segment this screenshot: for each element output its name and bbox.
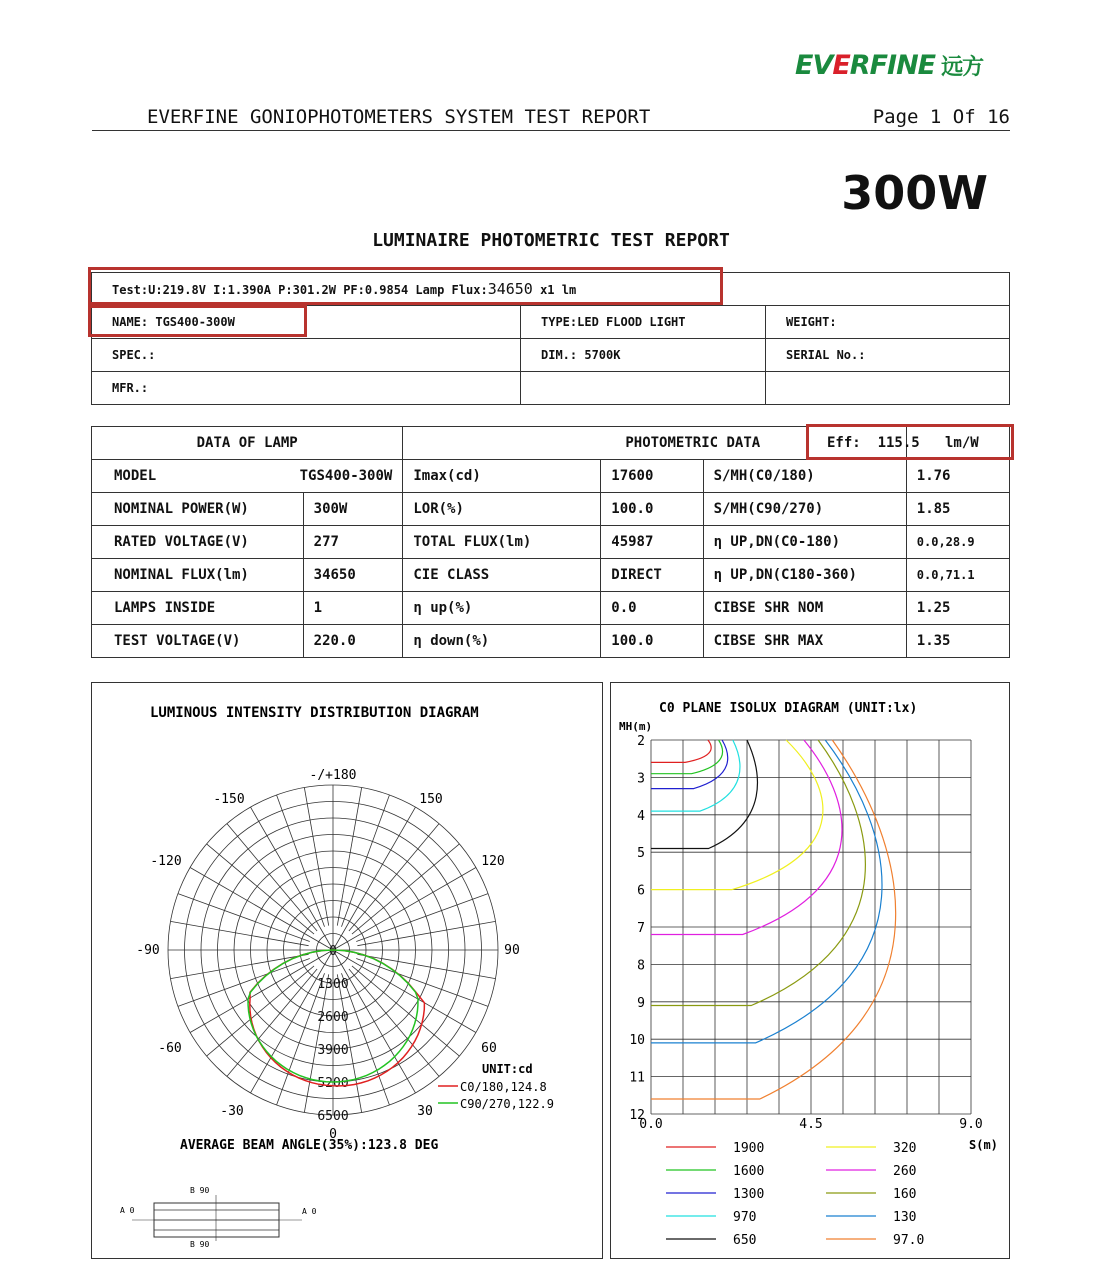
data-cell: S/MH(C0/180): [703, 460, 906, 493]
data-row: [92, 559, 1010, 592]
polar-legend-label: C90/270,122.9: [460, 1097, 554, 1111]
type-cell: TYPE:LED FLOOD LIGHT: [521, 306, 766, 339]
data-row: [92, 460, 1010, 493]
data-cell: NOMINAL FLUX(lm): [92, 559, 304, 592]
data-cell: RATED VOLTAGE(V): [92, 526, 304, 559]
data-cell: 45987: [601, 526, 703, 559]
spec-cell: SPEC.:: [92, 339, 521, 372]
data-cell: 17600: [601, 460, 703, 493]
data-cell: 100.0: [601, 625, 703, 658]
isolux-contour: [651, 740, 723, 774]
isolux-contour: [651, 740, 711, 762]
data-cell: 220.0: [303, 625, 403, 658]
isolux-diagram-panel: [610, 682, 1010, 1259]
isolux-ytick: 10: [629, 1033, 645, 1049]
polar-ring-label: 0: [329, 944, 337, 959]
data-cell: η down(%): [403, 625, 601, 658]
highlight-test-conditions: [88, 267, 723, 305]
isolux-legend-label: 650: [733, 1233, 757, 1248]
report-subtitle: LUMINAIRE PHOTOMETRIC TEST REPORT: [372, 230, 730, 251]
mini-label-a0: A 0: [120, 1206, 135, 1215]
mini-label-b90: B 90: [190, 1186, 210, 1195]
data-cell: LOR(%): [403, 493, 601, 526]
data-cell: CIBSE SHR NOM: [703, 592, 906, 625]
data-cell: 1.85: [906, 493, 1009, 526]
data-row: [92, 493, 1010, 526]
isolux-diagram: [611, 683, 1011, 1260]
polar-ring-label: 6500: [317, 1109, 349, 1124]
data-cell: LAMPS INSIDE: [92, 592, 304, 625]
data-cell: TEST VOLTAGE(V): [92, 625, 304, 658]
name-cell: NAME: TGS400-300W: [92, 306, 521, 339]
isolux-ytick: 8: [637, 958, 645, 974]
data-cell: η UP,DN(C180-360): [703, 559, 906, 592]
data-cell: MODEL TGS400-300W: [92, 460, 403, 493]
data-cell: 0.0,28.9: [906, 526, 1009, 559]
isolux-legend-label: 1600: [733, 1164, 765, 1179]
polar-angle-label: -/+180: [309, 768, 357, 783]
isolux-legend-label: 1900: [733, 1141, 765, 1156]
data-cell: η up(%): [403, 592, 601, 625]
isolux-contour: [651, 740, 882, 1043]
polar-angle-label: -60: [158, 1041, 182, 1056]
test-conditions: Test:U:219.8V I:1.390A P:301.2W PF:0.9854 Lamp Flux:34650 x1 lm: [92, 273, 1010, 306]
highlight-name: [88, 305, 307, 337]
photometric-data-table: [91, 426, 1010, 658]
weight-cell: WEIGHT:: [766, 306, 1010, 339]
isolux-contour: [651, 740, 728, 789]
report-title: EVERFINE GONIOPHOTOMETERS SYSTEM TEST REPORT: [147, 106, 651, 128]
data-cell: TOTAL FLUX(lm): [403, 526, 601, 559]
isolux-ytick: 3: [637, 771, 645, 787]
polar-angle-label: -120: [150, 854, 182, 869]
mini-label-a0-right: A 0: [302, 1207, 317, 1216]
data-cell: 300W: [303, 493, 403, 526]
polar-diagram-panel: [91, 682, 603, 1259]
polar-angle-label: 60: [481, 1041, 497, 1056]
polar-angle-label: 150: [419, 792, 443, 807]
data-cell: NOMINAL POWER(W): [92, 493, 304, 526]
polar-angle-label: -90: [136, 943, 160, 958]
polar-angle-label: 120: [481, 854, 505, 869]
polar-ring-label: 1300: [317, 977, 349, 992]
data-cell: 0.0,71.1: [906, 559, 1009, 592]
data-cell: 1.25: [906, 592, 1009, 625]
data-cell: S/MH(C90/270): [703, 493, 906, 526]
data-cell: CIBSE SHR MAX: [703, 625, 906, 658]
isolux-legend-label: 1300: [733, 1187, 765, 1202]
isolux-ylabel: MH(m): [619, 720, 653, 733]
isolux-xtick: 0.0: [639, 1117, 663, 1132]
serial-cell: SERIAL No.:: [766, 339, 1010, 372]
isolux-title: C0 PLANE ISOLUX DIAGRAM (UNIT:lx): [659, 701, 918, 716]
mfr-cell: MFR.:: [92, 372, 521, 405]
isolux-legend-label: 970: [733, 1210, 757, 1225]
isolux-ytick: 4: [637, 808, 645, 824]
isolux-ytick: 5: [637, 846, 645, 862]
isolux-xtick: 4.5: [799, 1117, 823, 1132]
data-cell: 34650: [303, 559, 403, 592]
data-cell: DIRECT: [601, 559, 703, 592]
beam-angle: AVERAGE BEAM ANGLE(35%):123.8 DEG: [180, 1138, 439, 1153]
highlight-efficacy: [806, 424, 1014, 460]
polar-unit: UNIT:cd: [482, 1062, 533, 1076]
page-indicator: Page 1 Of 16: [872, 106, 1010, 128]
data-cell: 1: [303, 592, 403, 625]
everfine-logo: EVERFINE 远方: [795, 50, 984, 81]
mini-label-b90-bottom: B 90: [190, 1240, 210, 1249]
polar-ring-label: 2600: [317, 1010, 349, 1025]
isolux-ytick: 11: [629, 1070, 645, 1086]
polar-title: LUMINOUS INTENSITY DISTRIBUTION DIAGRAM: [150, 705, 479, 721]
polar-ring-label: 3900: [317, 1043, 349, 1058]
report-header: [92, 106, 1010, 131]
isolux-ytick: 6: [637, 883, 645, 899]
data-cell: Imax(cd): [403, 460, 601, 493]
polar-angle-label: -30: [220, 1104, 244, 1119]
isolux-xlabel: S(m): [969, 1138, 998, 1152]
polar-legend-label: C0/180,124.8: [460, 1080, 547, 1094]
data-cell: η UP,DN(C0-180): [703, 526, 906, 559]
isolux-ytick: 9: [637, 995, 645, 1011]
polar-angle-label: -150: [213, 792, 245, 807]
data-row: [92, 526, 1010, 559]
isolux-ytick: 2: [637, 734, 645, 749]
polar-angle-label: 30: [417, 1104, 433, 1119]
isolux-legend-label: 130: [893, 1210, 917, 1225]
lamp-data-header: DATA OF LAMP: [92, 427, 403, 460]
efficacy-value: Eff: 115.5 lm/W: [827, 435, 979, 451]
isolux-legend-label: 160: [893, 1187, 917, 1202]
data-cell: 1.76: [906, 460, 1009, 493]
data-row: [92, 625, 1010, 658]
isolux-legend-label: 320: [893, 1141, 917, 1156]
polar-angle-label: 0: [329, 1127, 337, 1142]
polar-ring-label: 5200: [317, 1076, 349, 1091]
dim-cell: DIM.: 5700K: [521, 339, 766, 372]
isolux-xtick: 9.0: [959, 1117, 983, 1132]
isolux-legend-label: 97.0: [893, 1233, 925, 1248]
isolux-contour: [651, 740, 842, 935]
data-cell: 277: [303, 526, 403, 559]
data-cell: 100.0: [601, 493, 703, 526]
data-row: [92, 592, 1010, 625]
data-cell: 0.0: [601, 592, 703, 625]
polar-diagram: [92, 683, 604, 1260]
photometric-data-header: PHOTOMETRIC DATA: [403, 427, 906, 460]
wattage-label: 300W: [841, 166, 988, 220]
polar-angle-label: 90: [504, 943, 520, 958]
data-cell: 1.35: [906, 625, 1009, 658]
isolux-legend-label: 260: [893, 1164, 917, 1179]
data-cell: CIE CLASS: [403, 559, 601, 592]
isolux-ytick: 7: [637, 921, 645, 936]
isolux-ytick: 12: [629, 1108, 645, 1123]
